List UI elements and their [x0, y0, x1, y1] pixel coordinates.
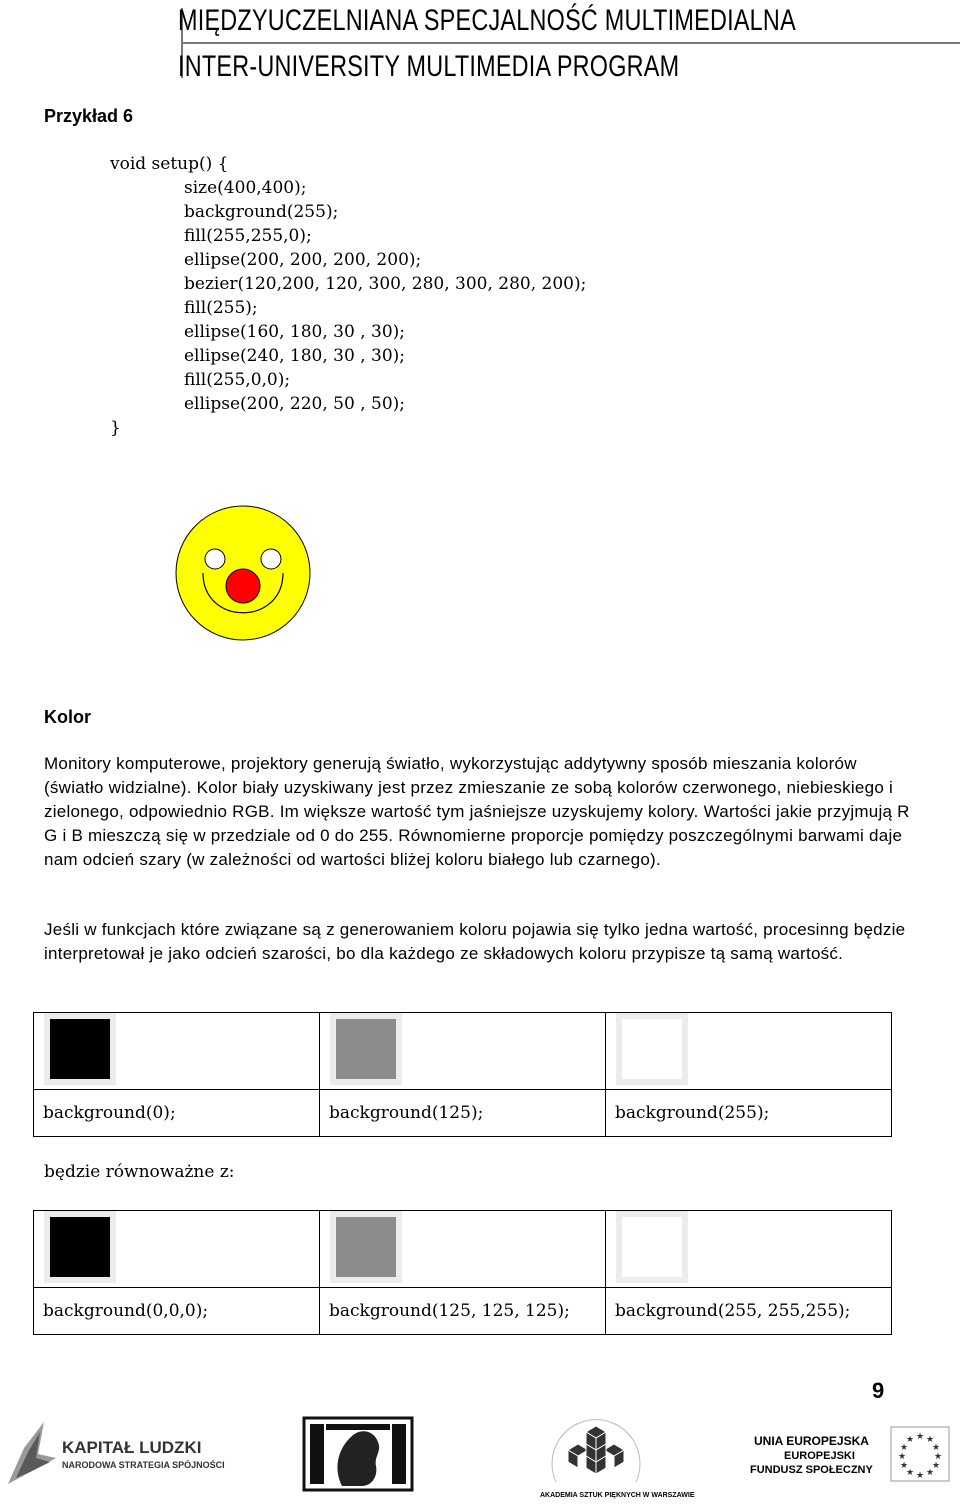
- svg-text:★: ★: [925, 1468, 935, 1478]
- akademia-name: AKADEMIA SZTUK PIĘKNYCH W WARSZAWIE: [540, 1492, 695, 1499]
- label-row: [34, 1090, 892, 1137]
- akademia-sztuk-pieknych-logo: [540, 1404, 695, 1503]
- smiley-left-eye: [205, 549, 225, 569]
- code-line: background(255);: [184, 202, 339, 222]
- page-number: 9: [872, 1378, 885, 1403]
- swatch-frame: [44, 1211, 116, 1283]
- code-line: fill(255,255,0);: [184, 226, 312, 246]
- code-line: }: [110, 418, 121, 438]
- example-title: Przykład 6: [44, 106, 134, 126]
- swatch-frame: [616, 1013, 688, 1085]
- kolor-paragraph-1: Monitory komputerowe, projektory generują światło, wykorzystując addytywny sposób mieszania kolorów (światło widzialne). Kolor biały uzyskiwany jest przez zmieszanie ze sobą kolorów czerwonego, niebieskiego i zielonego, odpowiednio RGB. Im większe wartość tym jaśniejsze uzyskujemy kolory. Wartości jakie przyjmują R G i B mieszczą się w przedziale od 0 do 255. Równomierne proporcje pomiędzy poszczególnymi barwami daje nam odcień szary (w zależności od wartości bliżej koloru białego lub czarnego).: [44, 754, 910, 869]
- svg-text:★: ★: [905, 1468, 915, 1478]
- code-line: fill(255,0,0);: [184, 370, 291, 390]
- code-line: ellipse(200, 200, 200, 200);: [184, 250, 422, 270]
- swatch-frame: [330, 1013, 402, 1085]
- svg-text:★: ★: [899, 1443, 909, 1453]
- label-row: [34, 1288, 892, 1335]
- code-block: [110, 152, 586, 440]
- kolor-paragraph-2: Jeśli w funkcjach które związane są z generowaniem koloru pojawia się tylko jedna wartość, procesinng będzie interpretował je jako odcień szarości, bo dla każdego ze składowych koloru przypisze tą samą wartość.: [44, 920, 906, 963]
- code-line: fill(255);: [184, 298, 258, 318]
- swatch-gray: [336, 1217, 396, 1277]
- program-logo: [302, 1416, 414, 1492]
- swatch-cell: [320, 1211, 606, 1288]
- svg-text:★: ★: [931, 1461, 941, 1471]
- code-label: background(0,0,0);: [34, 1288, 320, 1335]
- unia-europejska-logo: [750, 1418, 955, 1494]
- swatch-cell: [320, 1013, 606, 1090]
- swatch-cell: [606, 1013, 892, 1090]
- swatch-row: [34, 1211, 892, 1288]
- header-title-pl: MIĘDZYUCZELNIANA SPECJALNOŚĆ MULTIMEDIALNA: [178, 4, 796, 37]
- code-label: background(0);: [34, 1090, 320, 1137]
- code-label: background(255);: [606, 1090, 892, 1137]
- header-title-en: INTER-UNIVERSITY MULTIMEDIA PROGRAM: [178, 50, 680, 83]
- smiley-face-output: [170, 500, 316, 646]
- kapital-ludzki-subtitle: NARODOWA STRATEGIA SPÓJNOŚCI: [62, 1460, 225, 1470]
- equivalent-label: będzie równoważne z:: [44, 1162, 235, 1182]
- svg-text:★: ★: [899, 1461, 909, 1471]
- swatch-white: [622, 1019, 682, 1079]
- code-label: background(125);: [320, 1090, 606, 1137]
- swatch-gray: [336, 1019, 396, 1079]
- kapital-ludzki-star-icon: [4, 1418, 60, 1488]
- program-emblem-icon: [302, 1416, 414, 1492]
- code-line: bezier(120,200, 120, 300, 280, 300, 280, 200);: [184, 274, 587, 294]
- svg-text:★: ★: [905, 1435, 915, 1445]
- ue-title: UNIA EUROPEJSKA: [754, 1434, 869, 1448]
- swatch-frame: [616, 1211, 688, 1283]
- svg-text:★: ★: [897, 1452, 907, 1462]
- akademia-emblem-icon: [540, 1404, 695, 1503]
- background-examples-table-2: [33, 1210, 892, 1335]
- header-divider-horizontal: [181, 42, 960, 44]
- svg-text:★: ★: [925, 1435, 935, 1445]
- swatch-cell: [606, 1211, 892, 1288]
- ue-line3: FUNDUSZ SPOŁECZNY: [750, 1464, 873, 1476]
- swatch-white: [622, 1217, 682, 1277]
- swatch-black: [50, 1019, 110, 1079]
- code-line: ellipse(240, 180, 30 , 30);: [184, 346, 406, 366]
- swatch-cell: [34, 1013, 320, 1090]
- code-line: ellipse(160, 180, 30 , 30);: [184, 322, 406, 342]
- code-label: background(255, 255,255);: [606, 1288, 892, 1335]
- background-examples-table-1: [33, 1012, 892, 1137]
- swatch-row: [34, 1013, 892, 1090]
- ue-line2: EUROPEJSKI: [784, 1450, 855, 1462]
- swatch-black: [50, 1217, 110, 1277]
- svg-text:★: ★: [915, 1432, 925, 1442]
- kolor-title: Kolor: [44, 707, 91, 727]
- code-line: size(400,400);: [184, 178, 307, 198]
- svg-text:★: ★: [931, 1443, 941, 1453]
- code-line: void setup() {: [110, 154, 229, 174]
- swatch-cell: [34, 1211, 320, 1288]
- svg-text:★: ★: [933, 1452, 943, 1462]
- swatch-frame: [44, 1013, 116, 1085]
- code-label: background(125, 125, 125);: [320, 1288, 606, 1335]
- eu-stars-flag-icon: [890, 1426, 950, 1482]
- code-line: ellipse(200, 220, 50 , 50);: [184, 394, 406, 414]
- kapital-ludzki-title: KAPITAŁ LUDZKI: [62, 1438, 202, 1457]
- kapital-ludzki-logo: [4, 1416, 224, 1492]
- smiley-nose: [226, 569, 260, 603]
- svg-text:★: ★: [915, 1471, 925, 1481]
- swatch-frame: [330, 1211, 402, 1283]
- smiley-right-eye: [261, 549, 281, 569]
